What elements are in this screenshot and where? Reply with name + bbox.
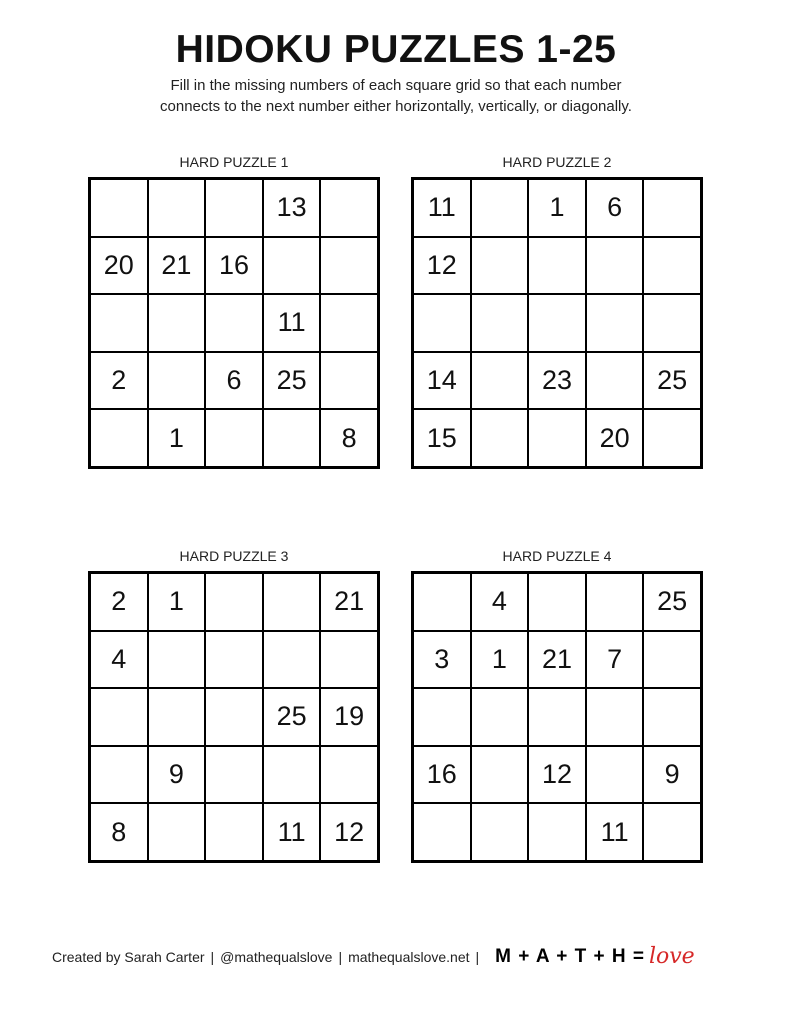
- puzzle-2-cell[interactable]: [413, 294, 471, 352]
- instructions: [0, 75, 792, 117]
- puzzle-4-cell[interactable]: [586, 573, 644, 631]
- puzzle-1-cell[interactable]: [148, 179, 206, 237]
- puzzle-2-cell[interactable]: [586, 352, 644, 410]
- puzzle-3-cell[interactable]: [148, 631, 206, 689]
- puzzle-4-cell[interactable]: [471, 746, 529, 804]
- puzzle-3-cell[interactable]: 21: [320, 573, 378, 631]
- puzzle-1-cell[interactable]: 2: [90, 352, 148, 410]
- puzzle-2-cell[interactable]: [643, 409, 701, 467]
- puzzle-3-cell[interactable]: 12: [320, 803, 378, 861]
- puzzle-1-cell[interactable]: [263, 237, 321, 295]
- puzzle-1-cell[interactable]: 25: [263, 352, 321, 410]
- puzzle-1-cell[interactable]: [90, 409, 148, 467]
- puzzle-2-cell[interactable]: 25: [643, 352, 701, 410]
- puzzle-1-cell[interactable]: 11: [263, 294, 321, 352]
- brand-logo: M + A + T + H =: [495, 945, 645, 967]
- puzzle-1-cell[interactable]: 20: [90, 237, 148, 295]
- puzzle-2-cell[interactable]: 14: [413, 352, 471, 410]
- puzzle-4-cell[interactable]: [586, 688, 644, 746]
- puzzle-1-label: HARD PUZZLE 1: [179, 154, 289, 170]
- puzzle-1-cell[interactable]: [90, 294, 148, 352]
- puzzle-3-cell[interactable]: 19: [320, 688, 378, 746]
- puzzle-1-cell[interactable]: [320, 294, 378, 352]
- puzzle-4-cell[interactable]: [413, 803, 471, 861]
- puzzle-3-cell[interactable]: [90, 688, 148, 746]
- puzzle-2-cell[interactable]: 6: [586, 179, 644, 237]
- puzzle-2-cell[interactable]: [643, 294, 701, 352]
- puzzle-2-cell[interactable]: 11: [413, 179, 471, 237]
- puzzle-2-cell[interactable]: [643, 179, 701, 237]
- page-title: HIDOKU PUZZLES 1-25: [175, 28, 617, 71]
- puzzle-3-cell[interactable]: 1: [148, 573, 206, 631]
- puzzle-1-cell[interactable]: [320, 352, 378, 410]
- puzzle-4-cell[interactable]: [528, 573, 586, 631]
- puzzle-4-cell[interactable]: 16: [413, 746, 471, 804]
- footer-site: mathequalslove.net: [348, 948, 470, 965]
- footer-handle: @mathequalslove: [220, 948, 333, 965]
- puzzle-4-label: HARD PUZZLE 4: [502, 548, 612, 564]
- puzzle-1-cell[interactable]: [148, 294, 206, 352]
- puzzle-1-cell[interactable]: [320, 237, 378, 295]
- puzzle-4-cell[interactable]: [643, 688, 701, 746]
- puzzle-3-cell[interactable]: 25: [263, 688, 321, 746]
- puzzle-1-cell[interactable]: [148, 352, 206, 410]
- puzzle-1-cell[interactable]: [263, 409, 321, 467]
- puzzle-4-cell[interactable]: 9: [643, 746, 701, 804]
- puzzle-3-cell[interactable]: [205, 746, 263, 804]
- puzzle-2-cell[interactable]: [471, 409, 529, 467]
- puzzle-3-cell[interactable]: 8: [90, 803, 148, 861]
- puzzle-4-cell[interactable]: 7: [586, 631, 644, 689]
- puzzle-1-cell[interactable]: 1: [148, 409, 206, 467]
- puzzle-3-cell[interactable]: 4: [90, 631, 148, 689]
- puzzle-2-cell[interactable]: 20: [586, 409, 644, 467]
- footer-separator: |: [475, 948, 480, 965]
- puzzle-3-cell[interactable]: 11: [263, 803, 321, 861]
- puzzle-3-cell[interactable]: [90, 746, 148, 804]
- puzzle-1-cell[interactable]: 16: [205, 237, 263, 295]
- puzzle-3-cell[interactable]: [320, 746, 378, 804]
- puzzle-4-cell[interactable]: 12: [528, 746, 586, 804]
- puzzle-3-cell[interactable]: [263, 631, 321, 689]
- puzzle-3-cell[interactable]: [320, 631, 378, 689]
- puzzle-1-cell[interactable]: 8: [320, 409, 378, 467]
- puzzle-4-cell[interactable]: 25: [643, 573, 701, 631]
- puzzle-4-cell[interactable]: 11: [586, 803, 644, 861]
- puzzle-4-cell[interactable]: [643, 803, 701, 861]
- puzzle-1-cell[interactable]: [320, 179, 378, 237]
- puzzle-1-cell[interactable]: [205, 294, 263, 352]
- puzzle-2-cell[interactable]: 1: [528, 179, 586, 237]
- puzzle-2-cell[interactable]: [528, 409, 586, 467]
- puzzle-3-grid: [88, 571, 380, 863]
- puzzle-1-cell[interactable]: 6: [205, 352, 263, 410]
- puzzle-2-cell[interactable]: 15: [413, 409, 471, 467]
- puzzle-4-cell[interactable]: 4: [471, 573, 529, 631]
- puzzle-3-cell[interactable]: 2: [90, 573, 148, 631]
- puzzle-1-cell[interactable]: [205, 409, 263, 467]
- puzzle-4-cell[interactable]: 3: [413, 631, 471, 689]
- puzzle-1-cell[interactable]: [90, 179, 148, 237]
- puzzle-4-cell[interactable]: [528, 688, 586, 746]
- puzzle-1-cell[interactable]: [205, 179, 263, 237]
- puzzle-2-cell[interactable]: [643, 237, 701, 295]
- puzzle-4-cell[interactable]: [413, 688, 471, 746]
- puzzle-2-cell[interactable]: [528, 237, 586, 295]
- instructions-line-2: connects to the next number either horizontally, vertically, or diagonally.: [160, 98, 632, 115]
- puzzle-3-cell[interactable]: [205, 803, 263, 861]
- puzzle-4-cell[interactable]: [471, 803, 529, 861]
- puzzle-2-cell[interactable]: 23: [528, 352, 586, 410]
- puzzle-2-grid: [411, 177, 703, 469]
- puzzle-2-cell[interactable]: 12: [413, 237, 471, 295]
- puzzle-3-label: HARD PUZZLE 3: [179, 548, 289, 564]
- footer-separator: |: [210, 948, 215, 965]
- puzzle-3-cell[interactable]: [148, 688, 206, 746]
- puzzle-4-cell[interactable]: 1: [471, 631, 529, 689]
- footer-credit: Created by Sarah Carter: [52, 948, 205, 965]
- puzzle-4-cell[interactable]: [586, 746, 644, 804]
- puzzle-4-cell[interactable]: [528, 803, 586, 861]
- footer: [52, 944, 695, 969]
- instructions-line-1: Fill in the missing numbers of each square grid so that each number: [170, 77, 622, 94]
- puzzle-2-cell[interactable]: [586, 294, 644, 352]
- puzzle-3-cell[interactable]: [205, 573, 263, 631]
- footer-separator: |: [338, 948, 343, 965]
- puzzle-4-cell[interactable]: [471, 688, 529, 746]
- puzzle-1-cell[interactable]: 13: [263, 179, 321, 237]
- puzzle-3-cell[interactable]: [263, 573, 321, 631]
- puzzle-4-cell[interactable]: [413, 573, 471, 631]
- puzzle-4-cell[interactable]: [643, 631, 701, 689]
- puzzle-3-cell[interactable]: [205, 688, 263, 746]
- puzzle-2-cell[interactable]: [586, 237, 644, 295]
- puzzle-3-cell[interactable]: [205, 631, 263, 689]
- puzzle-2-cell[interactable]: [528, 294, 586, 352]
- puzzle-3-cell[interactable]: [148, 803, 206, 861]
- puzzle-3-cell[interactable]: 9: [148, 746, 206, 804]
- puzzle-2-cell[interactable]: [471, 179, 529, 237]
- puzzle-2-cell[interactable]: [471, 352, 529, 410]
- puzzle-1-grid: [88, 177, 380, 469]
- puzzle-3-cell[interactable]: [263, 746, 321, 804]
- puzzle-1-cell[interactable]: 21: [148, 237, 206, 295]
- puzzle-2-label: HARD PUZZLE 2: [502, 154, 612, 170]
- puzzle-4-grid: [411, 571, 703, 863]
- love-script-logo: love: [648, 944, 695, 969]
- puzzle-2-cell[interactable]: [471, 294, 529, 352]
- puzzle-4-cell[interactable]: 21: [528, 631, 586, 689]
- puzzle-2-cell[interactable]: [471, 237, 529, 295]
